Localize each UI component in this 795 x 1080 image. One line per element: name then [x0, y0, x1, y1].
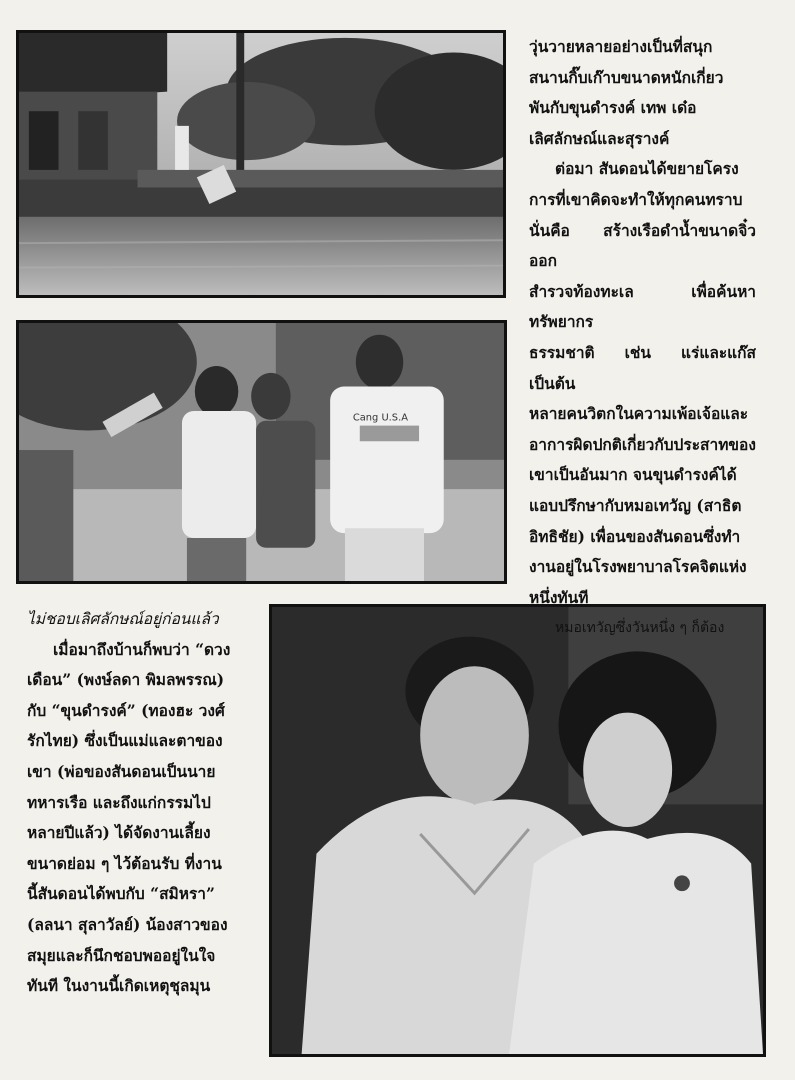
text-line: ทหารเรือ และถึงแก่กรรมไป [27, 792, 211, 812]
text-line: รักไทย) ซึ่งเป็นแม่และตาของ [27, 731, 223, 751]
text-line: สำรวจท้องทะเล เพื่อค้นหาทรัพยากร [529, 281, 756, 332]
text-line: หลายปีแล้ว) ได้จัดงานเลี้ยง [27, 823, 211, 843]
photo-riverside-pier [16, 30, 506, 298]
text-line: กับ “ขุนดำรงค์” (ทองฮะ วงศ์ [27, 700, 225, 720]
text-line: เขา (พ่อของสันดอนเป็นนาย [27, 761, 216, 781]
shirt-text: Cang U.S.A [352, 412, 408, 424]
text-line: วุ่นวายหลายอย่างเป็นที่สนุก [529, 37, 713, 56]
photo-group-outdoor [16, 320, 507, 584]
text-line: เขาเป็นอันมาก จนขุนดำรงค์ได้ [529, 465, 737, 485]
photo-group-outdoor-image [19, 323, 504, 581]
text-line: หนึ่งทันที [529, 587, 589, 607]
text-line: หลายคนวิตกในความเพ้อเจ้อและ [529, 404, 749, 424]
text-line: เลิศลักษณ์และสุรางค์ [529, 128, 670, 148]
text-line: แอบปรึกษากับหมอเทวัญ (สาธิต [529, 495, 742, 515]
photo-couple-portrait-image [272, 607, 763, 1054]
text-line: เมื่อมาถึงบ้านก็พบว่า “ดวง [53, 639, 231, 659]
text-line: การที่เขาคิดจะทำให้ทุกคนทราบ [529, 189, 743, 209]
text-line: นั่นคือ สร้างเรือดำน้ำขนาดจิ๋วออก [529, 220, 756, 271]
text-line: สมุยและก็นึกชอบพออยู่ในใจ [27, 945, 216, 965]
text-line: ธรรมชาติ เช่น แร่และแก๊ส เป็นต้น [529, 342, 756, 393]
text-line: นี้สันดอนได้พบกับ “สมิหรา” [27, 884, 215, 904]
text-line: สนานกิ๊บเก๊าบขนาดหนักเกี่ยว [529, 67, 724, 87]
text-line: ขนาดย่อม ๆ ไว้ต้อนรับ ที่งาน [27, 853, 222, 873]
text-line: อาการผิดปกติเกี่ยวกับประสาทของ [529, 434, 756, 454]
text-line: พันกับขุนดำรงค์ เทพ เด๋อ [529, 98, 697, 118]
text-line: เดือน” (พงษ์ลดา พิมลพรรณ) [27, 670, 225, 690]
text-line: หมอเทวัญซึ่งวันหนึ่ง ๆ ก็ต้อง [555, 620, 725, 637]
right-column-text [529, 32, 756, 644]
text-line: ต่อมา สันดอนได้ขยายโครง [555, 159, 739, 179]
left-column-text [27, 604, 255, 1002]
text-line: ไม่ชอบเลิศลักษณ์อยู่ก่อนแล้ว [27, 610, 219, 628]
text-line: (ลลนา สุลาวัลย์) น้องสาวของ [27, 914, 228, 934]
text-line: งานอยู่ในโรงพยาบาลโรคจิตแห่ง [529, 557, 747, 577]
photo-riverside-pier-image [19, 33, 503, 295]
text-line: ทันที ในงานนี้เกิดเหตุชุลมุน [27, 976, 211, 996]
text-line: อิทธิชัย) เพื่อนของสันดอนซึ่งทำ [529, 526, 741, 546]
photo-couple-portrait [269, 604, 766, 1057]
